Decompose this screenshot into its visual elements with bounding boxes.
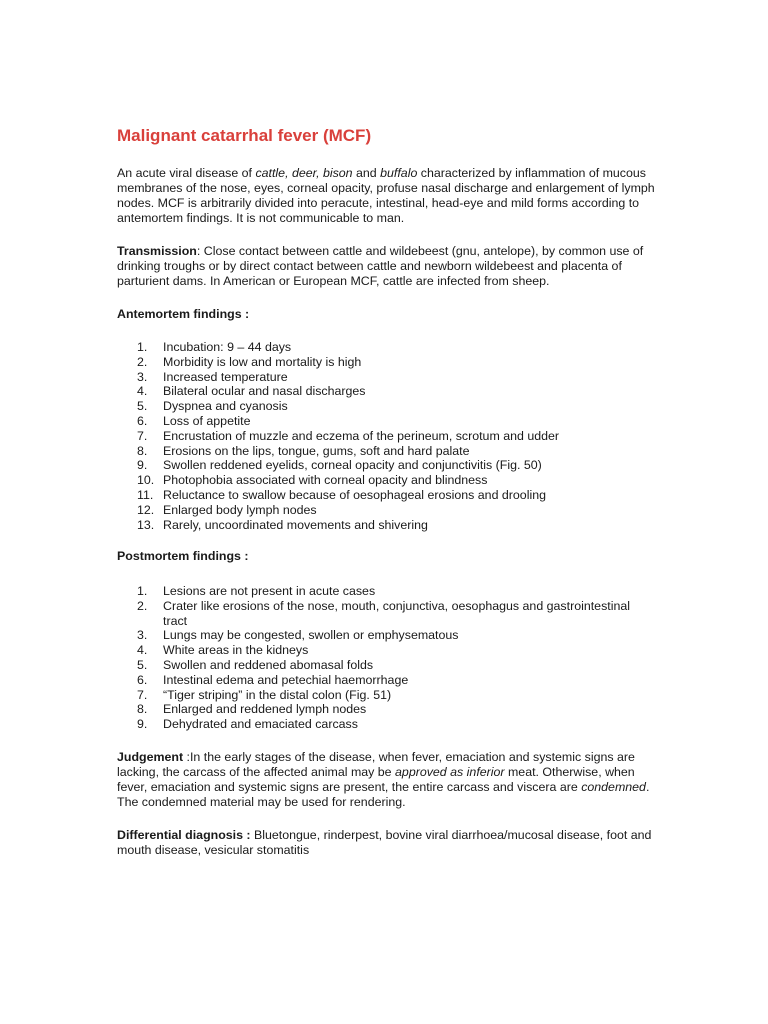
list-item: [117, 384, 657, 399]
list-item-text: Reluctance to swallow because of oesophageal erosions and drooling: [163, 487, 546, 502]
transmission-label: Transmission: [117, 244, 197, 258]
list-item: [117, 458, 657, 473]
list-item-number: 8.: [137, 443, 148, 458]
list-item-number: 8.: [137, 702, 148, 717]
list-item-text: Enlarged and reddened lymph nodes: [163, 702, 367, 717]
list-item: [117, 717, 657, 732]
list-item: [117, 399, 657, 414]
list-item-text: Bilateral ocular and nasal discharges: [163, 384, 366, 399]
intro-italic-species: cattle, deer, bison: [255, 166, 353, 180]
list-item-text: Photophobia associated with corneal opacity and blindness: [163, 473, 488, 488]
differential-paragraph: [117, 828, 657, 858]
list-item-text: Increased temperature: [163, 369, 288, 384]
list-item-number: 12.: [137, 502, 155, 517]
list-item-number: 4.: [137, 643, 148, 658]
list-item: [117, 518, 657, 533]
list-item-text: Loss of appetite: [163, 413, 251, 428]
list-item-text: Incubation: 9 – 44 days: [163, 340, 292, 354]
judgement-italic-approved: approved as inferior: [395, 765, 505, 779]
list-item-number: 10.: [137, 473, 155, 488]
list-item: [117, 628, 657, 643]
postmortem-list: [117, 584, 657, 732]
list-item: [117, 584, 657, 599]
list-item-text: Enlarged body lymph nodes: [163, 502, 317, 517]
judgement-text-3: . The condemned material may be used for rendering.: [117, 780, 650, 809]
list-item: [117, 503, 657, 518]
antemortem-list: [117, 340, 657, 532]
list-item: [117, 340, 657, 355]
list-item-number: 7.: [137, 687, 148, 702]
transmission-paragraph: [117, 244, 657, 289]
list-item: [117, 429, 657, 444]
judgement-label: Judgement: [117, 750, 184, 764]
transmission-text: : Close contact between cattle and wildebeest (gnu, antelope), by common use of drinking troughs or by direct contact between cattle and newborn wildebeest and placenta of parturient dams. In American or European MCF, cattle are infected from sheep.: [117, 244, 644, 288]
judgement-text-2: meat. Otherwise, when fever, emaciation and systemic signs are present, the entire carcass and viscera are: [117, 765, 635, 794]
list-item: [117, 702, 657, 717]
list-item-number: 3.: [137, 628, 148, 643]
page-title: Malignant catarrhal fever (MCF): [117, 126, 372, 145]
list-item-number: 6.: [137, 672, 148, 687]
list-item: [117, 673, 657, 688]
judgement-paragraph: [117, 750, 657, 810]
intro-italic-buffalo: buffalo: [380, 166, 418, 180]
list-item-text: Intestinal edema and petechial haemorrhage: [163, 672, 409, 687]
list-item-number: 9.: [137, 717, 148, 732]
list-item: [117, 370, 657, 385]
antemortem-heading: Antemortem findings :: [117, 307, 250, 321]
intro-text-1: An acute viral disease of: [117, 166, 256, 180]
postmortem-heading: Postmortem findings :: [117, 549, 249, 563]
list-item: [117, 643, 657, 658]
list-item-text: Erosions on the lips, tongue, gums, soft and hard palate: [163, 443, 470, 458]
list-item: [117, 355, 657, 370]
list-item-number: 2.: [137, 354, 148, 369]
list-item-number: 1.: [137, 340, 148, 354]
list-item-text: Morbidity is low and mortality is high: [163, 354, 362, 369]
list-item-number: 9.: [137, 458, 148, 473]
list-item: [117, 444, 657, 459]
list-item-text: Dehydrated and emaciated carcass: [163, 717, 358, 732]
list-item: [117, 473, 657, 488]
list-item-number: 13.: [137, 517, 155, 532]
list-item-text: Crater like erosions of the nose, mouth, conjunctiva, oesophagus and gastrointestinal tract: [163, 598, 630, 628]
list-item-number: 5.: [137, 657, 148, 672]
list-item-text: Encrustation of muzzle and eczema of the perineum, scrotum and udder: [163, 428, 560, 443]
list-item-number: 1.: [137, 584, 148, 598]
intro-text-2: and: [352, 166, 381, 180]
list-item-text: “Tiger striping” in the distal colon (Fig. 51): [163, 687, 392, 702]
intro-paragraph: [117, 166, 657, 226]
list-item: [117, 599, 657, 629]
list-item-text: Lesions are not present in acute cases: [163, 584, 376, 598]
list-item-text: Rarely, uncoordinated movements and shivering: [163, 517, 428, 532]
list-item: [117, 488, 657, 503]
differential-label: Differential diagnosis :: [117, 828, 251, 842]
list-item: [117, 658, 657, 673]
judgement-text-1: :In the early stages of the disease, when fever, emaciation and systemic signs are lacking, the carcass of the affected animal may be: [117, 750, 635, 779]
list-item-number: 2.: [137, 598, 148, 613]
list-item-text: Swollen reddened eyelids, corneal opacity and conjunctivitis (Fig. 50): [163, 458, 542, 473]
list-item: [117, 414, 657, 429]
intro-text-3: characterized by inflammation of mucous membranes of the nose, eyes, corneal opacity, profuse nasal discharge and enlargement of lymph nodes. MCF is arbitrarily divided into peracute, intestinal, head-eye and mild forms according to antemortem findings. It is not communicable to man.: [117, 166, 655, 225]
differential-text: Bluetongue, rinderpest, bovine viral diarrhoea/mucosal disease, foot and mouth disease, vesicular stomatitis: [117, 828, 652, 857]
list-item-number: 7.: [137, 428, 148, 443]
list-item-text: White areas in the kidneys: [163, 643, 309, 658]
list-item: [117, 688, 657, 703]
list-item-text: Dyspnea and cyanosis: [163, 399, 288, 414]
list-item-number: 6.: [137, 413, 148, 428]
list-item-number: 5.: [137, 399, 148, 414]
list-item-text: Swollen and reddened abomasal folds: [163, 657, 374, 672]
list-item-text: Lungs may be congested, swollen or emphysematous: [163, 628, 459, 643]
judgement-italic-condemned: condemned: [581, 780, 646, 794]
list-item-number: 4.: [137, 384, 148, 399]
list-item-number: 3.: [137, 369, 148, 384]
list-item-number: 11.: [137, 487, 154, 502]
